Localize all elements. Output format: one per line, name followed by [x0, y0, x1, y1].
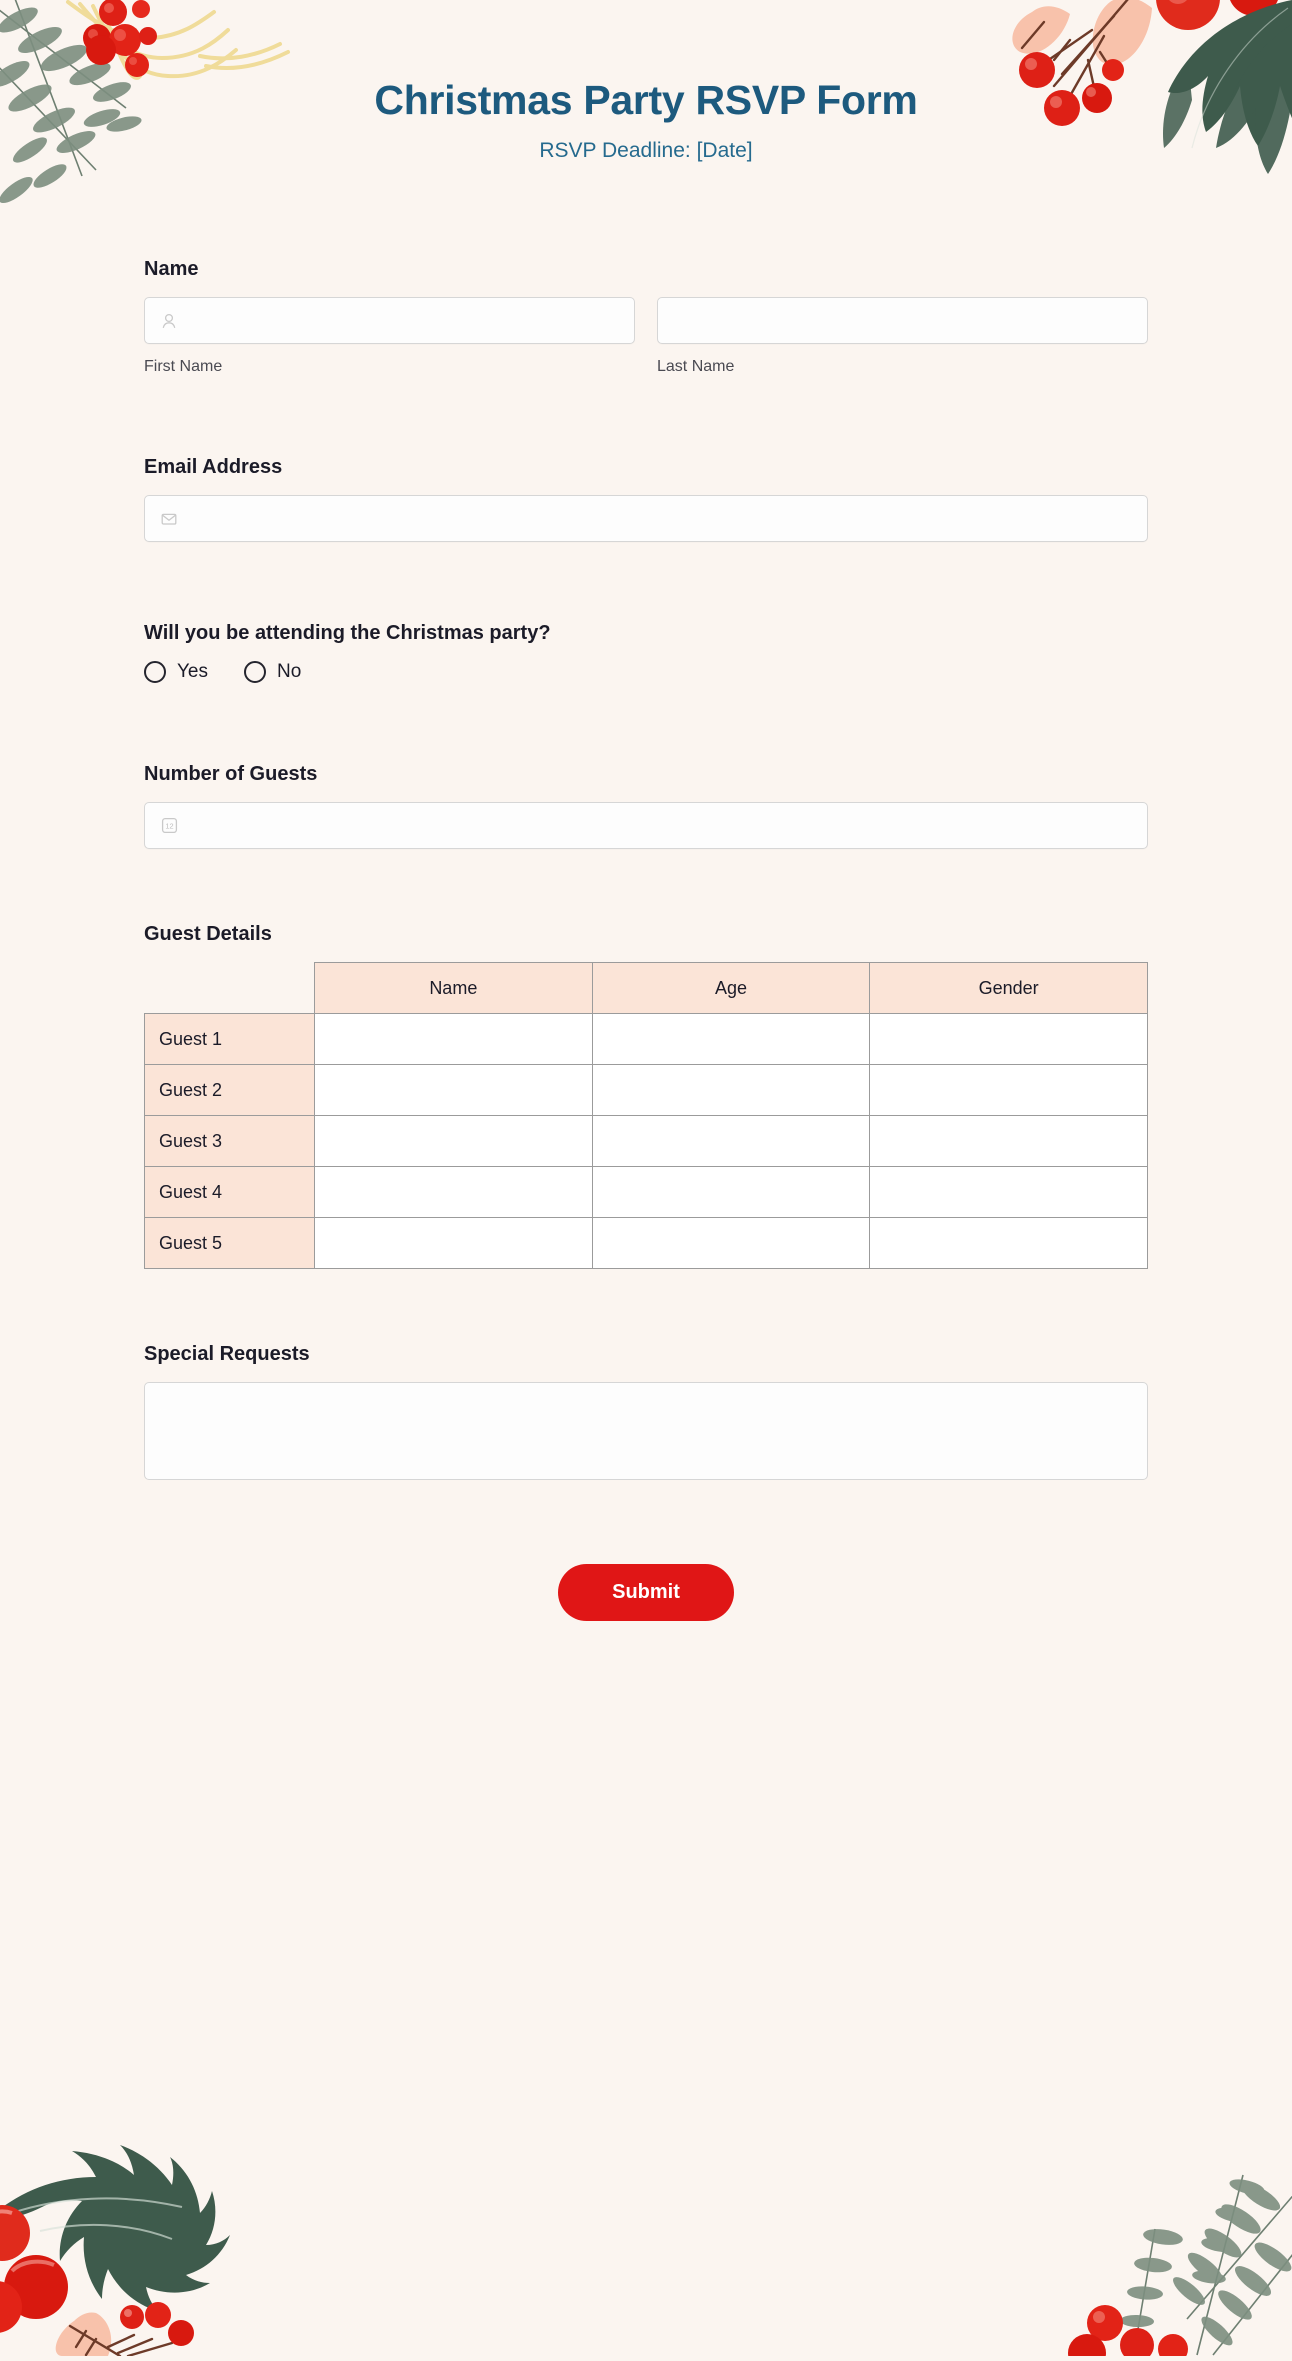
guest-count-label: Number of Guests	[144, 763, 318, 786]
table-row	[145, 1167, 1148, 1218]
column-header-age: Age	[592, 963, 870, 1014]
special-requests-textarea[interactable]	[144, 1382, 1148, 1480]
email-field-group	[144, 454, 1148, 542]
form-header	[0, 0, 1292, 163]
row-header-guest-1: Guest 1	[145, 1014, 315, 1065]
fern-berries-bottom-right-decoration	[1047, 2171, 1292, 2356]
row-header-guest-5: Guest 5	[145, 1218, 315, 1269]
cell-guest-3-gender[interactable]	[870, 1116, 1148, 1167]
table-row	[145, 1065, 1148, 1116]
spacer	[144, 849, 1148, 921]
special-requests-field-group	[144, 1341, 1148, 1480]
cell-guest-2-name[interactable]	[315, 1065, 593, 1116]
envelope-icon	[159, 509, 179, 529]
radio-option-no[interactable]	[244, 661, 301, 683]
guest-details-field-group	[144, 921, 1148, 1269]
cell-guest-3-name[interactable]	[315, 1116, 593, 1167]
cell-guest-4-age[interactable]	[592, 1167, 870, 1218]
cell-guest-1-age[interactable]	[592, 1014, 870, 1065]
person-icon	[159, 311, 179, 331]
submit-button[interactable]: Submit	[558, 1564, 734, 1621]
radio-option-yes[interactable]	[144, 661, 208, 683]
first-name-input[interactable]	[144, 297, 635, 344]
spacer	[144, 542, 1148, 620]
spacer	[144, 683, 1148, 761]
cell-guest-3-age[interactable]	[592, 1116, 870, 1167]
first-name-column	[144, 297, 635, 376]
name-input-row	[144, 297, 1148, 376]
name-field-group	[144, 256, 1148, 376]
radio-label-no: No	[277, 661, 302, 683]
first-name-sub-label: First Name	[144, 358, 223, 376]
attending-field-group	[144, 620, 1148, 683]
radio-label-yes: Yes	[177, 661, 208, 683]
submit-row	[0, 1564, 1292, 1621]
guest-details-table	[144, 962, 1148, 1269]
column-header-name: Name	[315, 963, 593, 1014]
row-header-guest-2: Guest 2	[145, 1065, 315, 1116]
number-12-icon	[159, 816, 179, 836]
attending-label: Will you be attending the Christmas party?	[144, 622, 551, 645]
guest-table-head	[145, 963, 1148, 1014]
special-requests-label: Special Requests	[144, 1343, 310, 1366]
pine-sprig-berries-bottom-left-decoration	[0, 2121, 300, 2356]
radio-circle-yes-icon[interactable]	[144, 661, 166, 683]
cell-guest-1-gender[interactable]	[870, 1014, 1148, 1065]
cell-guest-2-age[interactable]	[592, 1065, 870, 1116]
cell-guest-4-gender[interactable]	[870, 1167, 1148, 1218]
column-header-gender: Gender	[870, 963, 1148, 1014]
last-name-column	[657, 297, 1148, 376]
table-corner-cell	[145, 963, 315, 1014]
cell-guest-5-name[interactable]	[315, 1218, 593, 1269]
spacer	[144, 1269, 1148, 1341]
page-title: Christmas Party RSVP Form	[374, 77, 918, 123]
row-header-guest-3: Guest 3	[145, 1116, 315, 1167]
cell-guest-5-gender[interactable]	[870, 1218, 1148, 1269]
spacer	[144, 376, 1148, 454]
guest-count-input[interactable]	[144, 802, 1148, 849]
svg-text:12: 12	[164, 821, 174, 831]
table-row	[145, 1116, 1148, 1167]
last-name-input[interactable]	[657, 297, 1148, 344]
rsvp-form	[144, 163, 1148, 1480]
guest-table-body	[145, 1014, 1148, 1269]
table-row	[145, 1218, 1148, 1269]
rsvp-deadline-subtitle: RSVP Deadline: [Date]	[539, 139, 753, 163]
attending-radio-group	[144, 661, 1148, 683]
cell-guest-5-age[interactable]	[592, 1218, 870, 1269]
cell-guest-4-name[interactable]	[315, 1167, 593, 1218]
cell-guest-2-gender[interactable]	[870, 1065, 1148, 1116]
cell-guest-1-name[interactable]	[315, 1014, 593, 1065]
row-header-guest-4: Guest 4	[145, 1167, 315, 1218]
last-name-sub-label: Last Name	[657, 358, 735, 376]
guest-details-label: Guest Details	[144, 923, 272, 946]
radio-circle-no-icon[interactable]	[244, 661, 266, 683]
guest-table-header-row	[145, 963, 1148, 1014]
email-input[interactable]	[144, 495, 1148, 542]
table-row	[145, 1014, 1148, 1065]
guest-count-field-group	[144, 761, 1148, 849]
email-label: Email Address	[144, 456, 283, 479]
name-label: Name	[144, 258, 199, 281]
